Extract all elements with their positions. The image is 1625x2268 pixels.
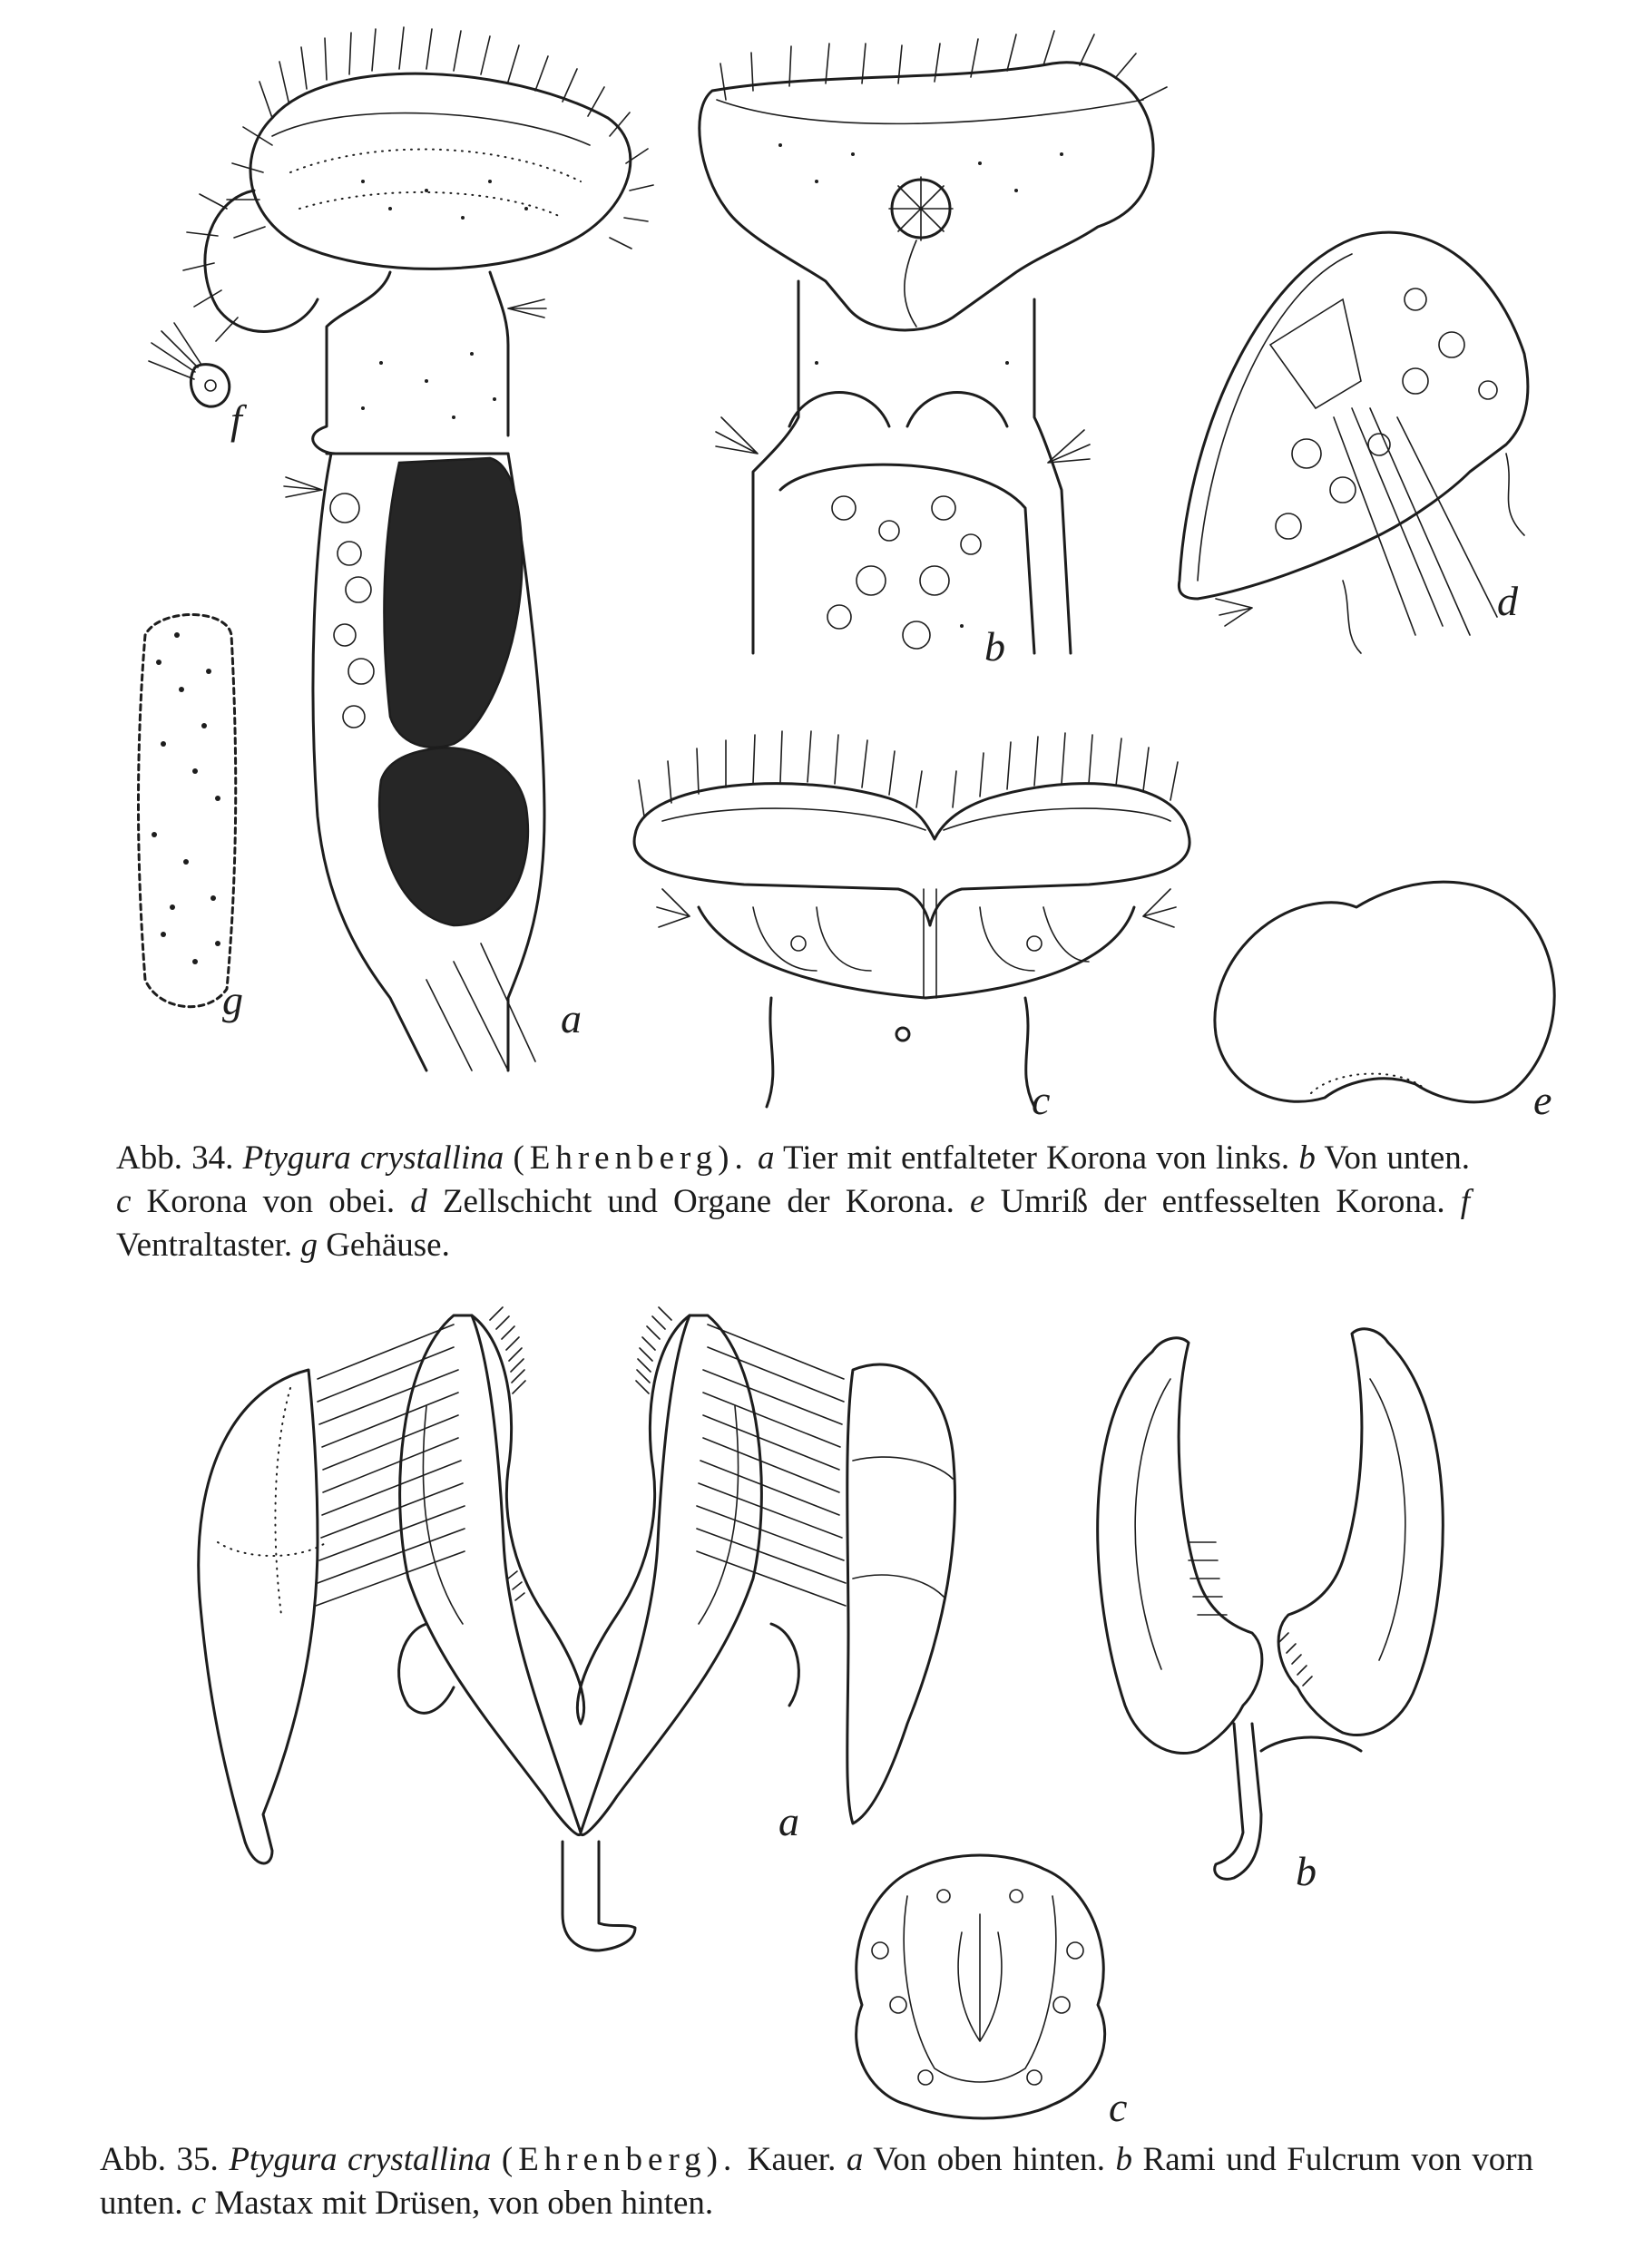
fig34-caption-e-key: e	[970, 1183, 985, 1220]
fig34-caption-c-text: Korona von obei.	[146, 1183, 396, 1220]
fig34-caption-e-text: Umriß der entfesselten Korona.	[1000, 1183, 1445, 1220]
fig35-caption-c-key: c	[191, 2185, 207, 2222]
fig34-caption-d-key: d	[410, 1183, 427, 1220]
fig34-caption-b-key: b	[1298, 1139, 1316, 1177]
fig34-caption-c-key: c	[116, 1183, 132, 1220]
fig34-caption-g-key: g	[300, 1227, 318, 1264]
fig34-panel-f-label: f	[230, 396, 242, 443]
fig34-caption-f-key: f	[1460, 1183, 1470, 1220]
fig34-caption-f-text: Ventraltaster.	[116, 1227, 293, 1264]
fig35-caption-b-text: Rami und Fulcrum von vorn unten.	[100, 2141, 1534, 2222]
fig34-panel-e-label: e	[1533, 1077, 1552, 1123]
fig35-caption-a-text: Von oben hinten.	[873, 2141, 1105, 2178]
fig35-panel-c-label: c	[1109, 2084, 1128, 2130]
fig35-panel-a-drawing	[199, 1307, 955, 1950]
fig35-caption-a-key: a	[846, 2141, 864, 2178]
fig34-panel-a-label: a	[561, 995, 582, 1041]
fig34-caption-species: Ptygura crystallina	[242, 1139, 504, 1177]
fig35-caption-author: (Ehrenberg).	[501, 2141, 738, 2178]
fig34-panel-g-label: g	[222, 977, 243, 1023]
fig34-caption-d-text: Zellschicht und Organe der Korona.	[442, 1183, 954, 1220]
fig35-caption-species: Ptygura crystallina	[229, 2141, 492, 2178]
fig35-caption-b-key: b	[1115, 2141, 1132, 2178]
fig34-caption-b-text: Von unten.	[1324, 1139, 1470, 1177]
fig34-caption-number: Abb. 34.	[116, 1139, 234, 1177]
fig34-panel-d-label: d	[1497, 578, 1518, 624]
fig35-caption-number: Abb. 35.	[100, 2141, 219, 2178]
fig34-caption-author: (Ehrenberg).	[513, 1139, 749, 1177]
fig35-panel-a-label: a	[778, 1798, 799, 1844]
fig34-caption-a-key: a	[757, 1139, 775, 1177]
fig34-caption-a-text: Tier mit entfalteter Korona von links.	[782, 1139, 1290, 1177]
fig35-panel-b-label: b	[1296, 1848, 1317, 1894]
fig35-caption-intro: Kauer.	[747, 2141, 837, 2178]
fig35-caption	[100, 2138, 1533, 2225]
fig35-caption-c-text: Mastax mit Drüsen, von oben hinten.	[214, 2185, 714, 2222]
fig34-panel-b-label: b	[984, 623, 1005, 670]
fig35-panel-b-drawing	[1098, 1329, 1444, 1880]
fig35-panel-c-drawing	[857, 1855, 1105, 2118]
fig34-panel-c-label: c	[1032, 1077, 1051, 1123]
fig34-caption-g-text: Gehäuse.	[326, 1227, 450, 1264]
